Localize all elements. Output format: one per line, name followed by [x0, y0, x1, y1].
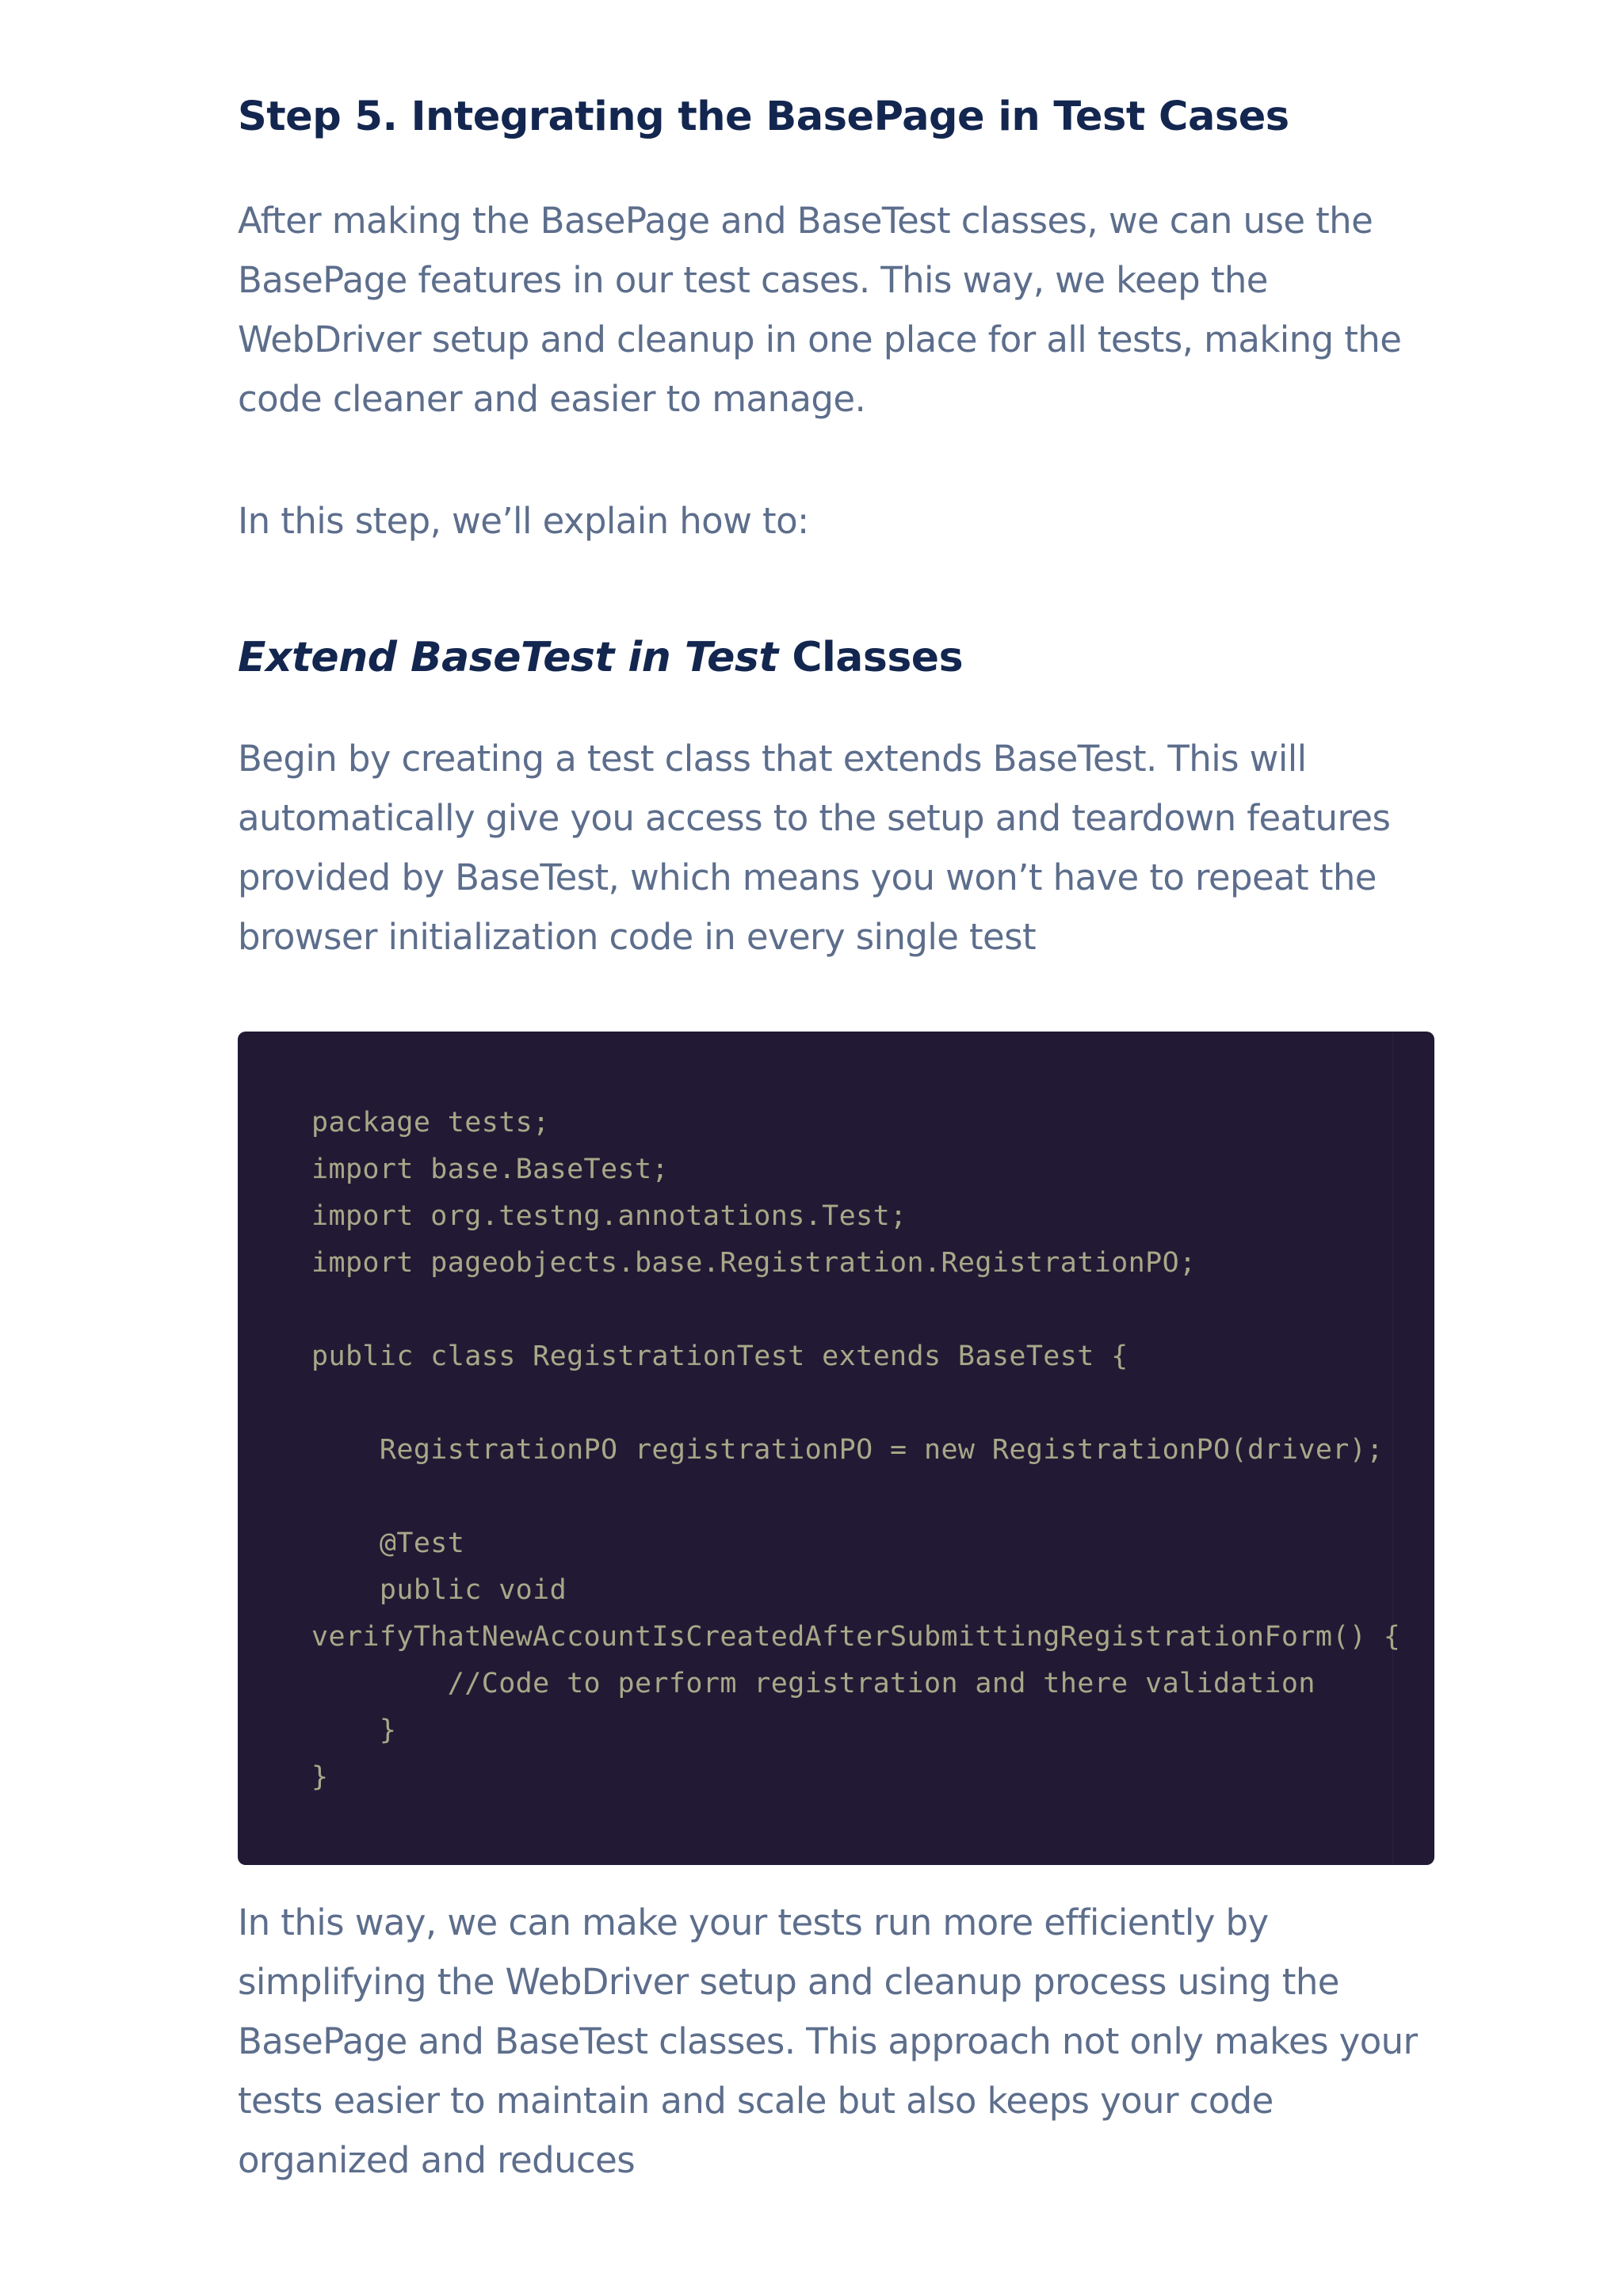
subsection-heading [238, 634, 963, 681]
section-heading: Step 5. Integrating the BasePage in Test Cases [238, 93, 1289, 140]
subsection-heading-italic: Extend BaseTest in Test [238, 634, 778, 681]
subsection-description: Begin by creating a test class that extends BaseTest. This will automatically give you access to the setup and teardown features provided by BaseTest, which means you won’t have to repeat the browser initialization code in every single test [238, 738, 1391, 958]
lead-in-paragraph: In this step, we’ll explain how to: [238, 500, 809, 542]
code-scroll-area[interactable] [238, 1032, 1401, 1865]
conclusion-paragraph: In this way, we can make your tests run more efficiently by simplifying the WebDriver setup and cleanup process using the BasePage and BaseTest classes. This approach not only makes your tests easier to maintain and scale but also keeps your code organized and reduces [238, 1901, 1418, 2181]
subsection-heading-plain: Classes [777, 634, 964, 681]
intro-paragraph: After making the BasePage and BaseTest classes, we can use the BasePage features in our test cases. This way, we keep the WebDriver setup and cleanup in one place for all tests, making the code cleaner and easier to manage. [238, 200, 1402, 420]
code-block[interactable] [238, 1032, 1434, 1865]
code-text[interactable]: package tests; import base.BaseTest; import org.testng.annotations.Test; import pageobjects.base.Registration.RegistrationPO; public class RegistrationTest extends BaseTest { RegistrationPO registrationPO = new RegistrationPO(driver); @Test public void verifyThatNewAccountIsCreatedAfterSubmittingRegistrationForm() { //Code to perform registration and there validation } } [311, 1107, 1401, 1793]
